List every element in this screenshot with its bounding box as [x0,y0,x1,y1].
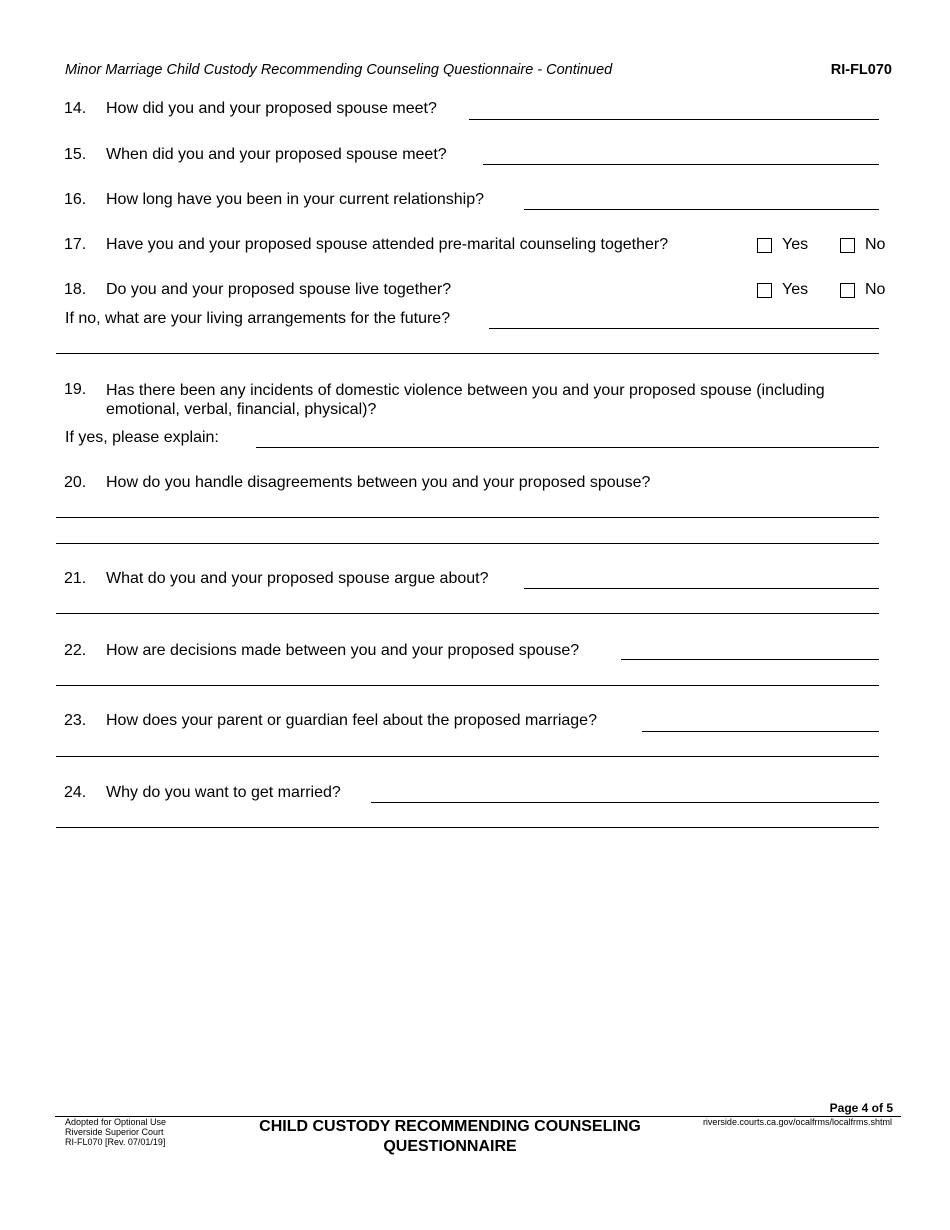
question-text: Has there been any incidents of domestic violence between you and your proposed spouse (including emotional, verbal, financial, physical)? [106,382,825,418]
answer-line-19[interactable] [256,447,879,448]
answer-line-22a[interactable] [621,659,879,660]
answer-line-20b[interactable] [56,543,879,544]
yes-label: Yes [782,281,809,298]
q18-yes-checkbox[interactable] [757,281,808,299]
no-label: No [865,281,886,298]
question-number: 15. [64,146,87,163]
checkbox-square[interactable] [840,283,855,298]
footer-form-title [220,1117,680,1157]
answer-line-24a[interactable] [371,802,879,803]
question-text: Why do you want to get married? [106,784,341,801]
question-number: 20. [64,474,87,491]
form-header-title: Minor Marriage Child Custody Recommending Counseling Questionnaire - Continued [65,62,613,78]
question-text: How are decisions made between you and your proposed spouse? [106,642,580,659]
q17-no-checkbox[interactable] [840,236,885,254]
question-number: 16. [64,191,87,208]
yes-label: Yes [782,236,809,253]
answer-line-18b[interactable] [56,353,879,354]
answer-line-24b[interactable] [56,827,879,828]
answer-line-21a[interactable] [524,588,879,589]
footer-title-line2: QUESTIONNAIRE [383,1138,517,1155]
answer-line-15[interactable] [483,164,879,165]
checkbox-square[interactable] [757,283,772,298]
answer-line-22b[interactable] [56,685,879,686]
no-label: No [865,236,886,253]
answer-line-23b[interactable] [56,756,879,757]
question-text: How long have you been in your current relationship? [106,191,485,208]
q18-no-checkbox[interactable] [840,281,885,299]
question-text: How does your parent or guardian feel about the proposed marriage? [106,712,597,729]
checkbox-square[interactable] [757,238,772,253]
answer-line-21b[interactable] [56,613,879,614]
question-number: 19. [64,381,87,398]
question-number: 21. [64,570,87,587]
question-number: 24. [64,784,87,801]
question-text: What do you and your proposed spouse argue about? [106,570,489,587]
answer-line-20a[interactable] [56,517,879,518]
q19-followup: If yes, please explain: [65,429,219,446]
question-text: When did you and your proposed spouse meet? [106,146,447,163]
footer-adoption-info [65,1117,166,1147]
question-text: How did you and your proposed spouse meet? [106,100,437,117]
answer-line-23a[interactable] [642,731,879,732]
footer-title-line1: CHILD CUSTODY RECOMMENDING COUNSELING [259,1118,641,1135]
question-number: 23. [64,712,87,729]
answer-line-14[interactable] [469,119,879,120]
footer-url[interactable]: riverside.courts.ca.gov/ocalfrms/localfrms.shtml [702,1117,892,1127]
q18-followup: If no, what are your living arrangements for the future? [65,310,451,327]
checkbox-square[interactable] [840,238,855,253]
question-text: Have you and your proposed spouse attended pre-marital counseling together? [106,236,669,253]
footer-court: Riverside Superior Court [65,1127,164,1137]
question-number: 17. [64,236,87,253]
question-number: 22. [64,642,87,659]
question-text: How do you handle disagreements between you and your proposed spouse? [106,474,651,491]
footer-adopted: Adopted for Optional Use [65,1117,167,1127]
answer-line-16[interactable] [524,209,879,210]
q17-yes-checkbox[interactable] [757,236,808,254]
question-number: 18. [64,281,87,298]
question-number: 14. [64,100,87,117]
answer-line-18[interactable] [489,328,879,329]
form-code: RI-FL070 [830,62,892,78]
page-number: Page 4 of 5 [829,1101,893,1115]
footer-revision: RI-FL070 [Rev. 07/01/19] [65,1137,166,1147]
question-text: Do you and your proposed spouse live together? [106,281,452,298]
